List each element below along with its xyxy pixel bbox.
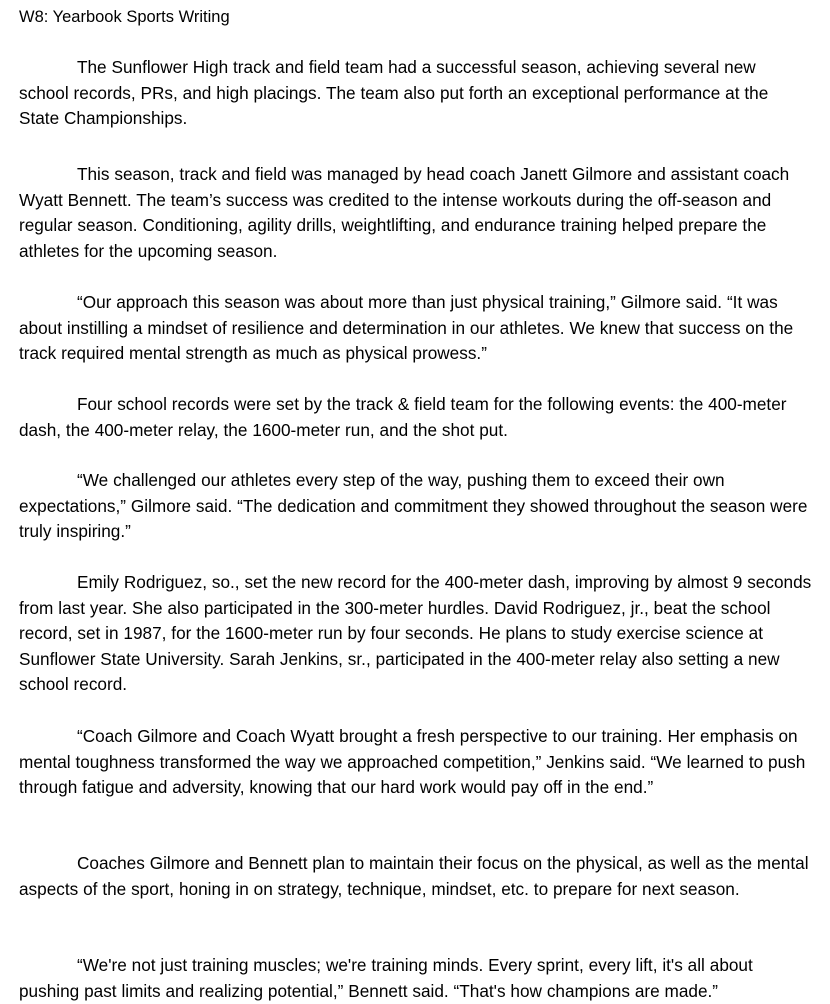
paragraph-gilmore-quote-1: “Our approach this season was about more than just physical training,” Gilmore said. “It was about instilling a mindset of resilience and determination in our athletes. We knew that success on the track required mental strength as much as physical prowess.”: [19, 292, 794, 364]
document-body: [19, 6, 814, 1001]
paragraph-future-plans: Coaches Gilmore and Bennett plan to maintain their focus on the physical, as well as the mental aspects of the sport, honing in on strategy, technique, mindset, etc. to prepare for next season.: [19, 853, 809, 899]
paragraph-coaching: This season, track and field was managed by head coach Janett Gilmore and assistant coach Wyatt Bennett. The team’s success was credited to the intense workouts during the off-season and regular season. Conditioning, agility drills, weightlifting, and endurance training helped prepare the athletes for the upcoming season.: [19, 164, 790, 261]
paragraph-records: Four school records were set by the track & field team for the following events: the 400-meter dash, the 400-meter relay, the 1600-meter run, and the shot put.: [19, 394, 787, 440]
paragraph-intro: The Sunflower High track and field team had a successful season, achieving several new school records, PRs, and high placings. The team also put forth an exceptional performance at the State Championships.: [19, 57, 769, 129]
paragraph-bennett-quote: “We're not just training muscles; we're training minds. Every sprint, every lift, it's all about pushing past limits and realizing potential,” Bennett said. “That's how champions are made.”: [19, 955, 753, 1001]
document-title: W8: Yearbook Sports Writing: [19, 8, 230, 26]
paragraph-jenkins-quote: “Coach Gilmore and Coach Wyatt brought a fresh perspective to our training. Her emphasis on mental toughness transformed the way we approached competition,” Jenkins said. “We learned to push through fatigue and adversity, knowing that our hard work would pay off in the end.”: [19, 726, 806, 798]
paragraph-athletes: Emily Rodriguez, so., set the new record for the 400-meter dash, improving by almost 9 seconds from last year. She also participated in the 300-meter hurdles. David Rodriguez, jr., beat the school record, set in 1987, for the 1600-meter run by four seconds. He plans to study exercise science at Sunflower State University. Sarah Jenkins, sr., participated in the 400-meter relay also setting a new school record.: [19, 572, 812, 695]
paragraph-gilmore-quote-2: “We challenged our athletes every step of the way, pushing them to exceed their own expectations,” Gilmore said. “The dedication and commitment they showed throughout the season were truly inspiring.”: [19, 470, 808, 542]
